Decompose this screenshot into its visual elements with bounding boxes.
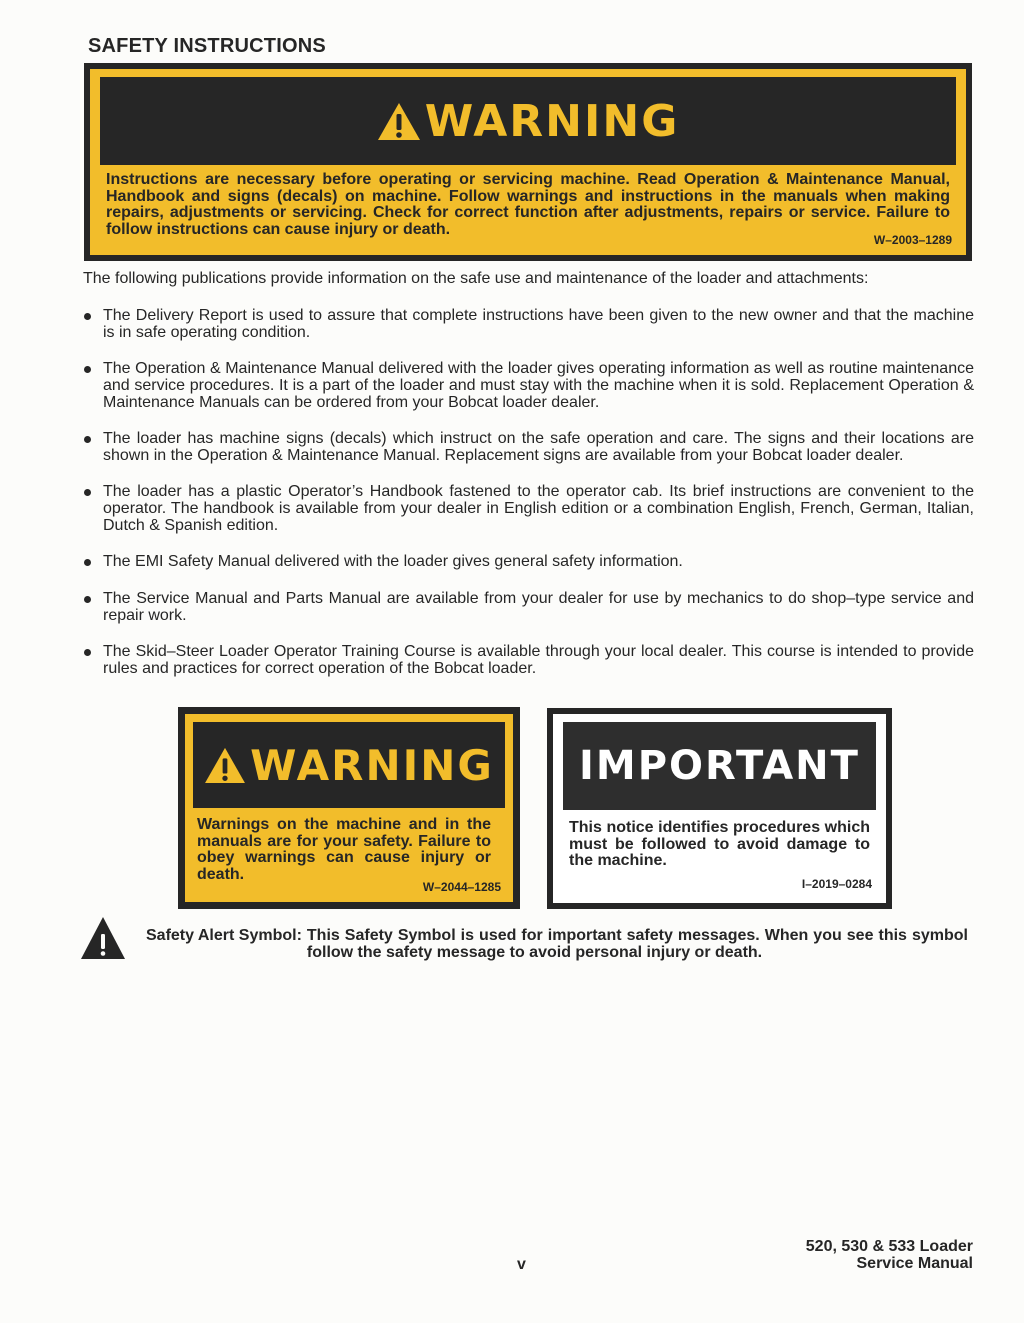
- warning-heading: WARNING: [250, 740, 494, 790]
- bullet-icon: [84, 596, 91, 603]
- warning-banner: [193, 722, 505, 808]
- intro-paragraph: The following publications provide information on the safe use and maintenance of the loader and attachments:: [83, 270, 869, 287]
- alert-triangle-icon: [204, 746, 246, 784]
- decal-code: W–2044–1285: [422, 880, 501, 894]
- list-item: [83, 430, 974, 464]
- list-item-text: The EMI Safety Manual delivered with the loader gives general safety information.: [103, 553, 683, 570]
- list-item-text: The Skid–Steer Loader Operator Training Course is available through your local dealer. This course is intended to provide rules and practices for correct operation of the Bobcat loader.: [103, 643, 974, 677]
- safety-alert-text: This Safety Symbol is used for important safety messages. When you see this symbol follow the safety message to avoid personal injury or death.: [306, 928, 968, 961]
- list-item: [83, 483, 974, 534]
- manual-title-line2: Service Manual: [856, 1254, 973, 1272]
- safety-alert-note: [146, 928, 968, 961]
- important-banner: [563, 722, 876, 810]
- warning-decal-small: [178, 707, 520, 909]
- list-item-text: The loader has a plastic Operator’s Handbook fastened to the operator cab. Its brief instructions are convenient to the operator. The handbook is available from your dealer in English edition or a combination English, French, German, Italian, Dutch & Spanish edition.: [103, 483, 974, 534]
- bullet-icon: [84, 366, 91, 373]
- important-decal: [547, 708, 892, 909]
- list-item: [83, 590, 974, 624]
- decal-code: W–2003–1289: [873, 233, 952, 247]
- warning-banner: [100, 77, 956, 165]
- manual-title-line1: 520, 530 & 533 Loader: [805, 1238, 973, 1255]
- page-number: v: [517, 1256, 526, 1273]
- list-item: [83, 360, 974, 411]
- warning-decal-panel: [185, 714, 513, 902]
- bullet-icon: [84, 489, 91, 496]
- list-item: [83, 553, 974, 570]
- safety-alert-label: Safety Alert Symbol:: [146, 927, 302, 944]
- alert-triangle-icon: [377, 101, 421, 141]
- bullet-icon: [84, 649, 91, 656]
- list-item-text: The Service Manual and Parts Manual are available from your dealer for use by mechanics to do shop–type service and repair work.: [103, 590, 974, 624]
- list-item-text: The loader has machine signs (decals) which instruct on the safe operation and care. The signs and their locations are shown in the Operation & Maintenance Manual. Replacement signs are available from your Bobcat loader dealer.: [103, 430, 974, 464]
- warning-decal-main: [84, 63, 972, 261]
- manual-title: [806, 1239, 973, 1272]
- list-item-text: The Operation & Maintenance Manual delivered with the loader gives operating information as well as routine maintenance and service procedures. It is a part of the loader and must stay with the machine when it is sold. Replacement Operation & Maintenance Manuals can be ordered from your Bobcat loader dealer.: [103, 360, 974, 411]
- list-item: [83, 643, 974, 677]
- page-title: SAFETY INSTRUCTIONS: [88, 35, 326, 57]
- safety-alert-triangle-icon: [80, 916, 126, 960]
- important-heading: IMPORTANT: [579, 743, 860, 789]
- bullet-icon: [84, 313, 91, 320]
- warning-message: Warnings on the machine and in the manuals are for your safety. Failure to obey warnings can cause injury or death.: [197, 816, 491, 883]
- warning-decal-panel: [90, 69, 966, 255]
- decal-code: I–2019–0284: [801, 877, 872, 891]
- important-decal-panel: [553, 714, 886, 903]
- warning-heading: WARNING: [424, 95, 680, 147]
- bullet-icon: [84, 559, 91, 566]
- bullet-icon: [84, 436, 91, 443]
- list-item: [83, 307, 974, 341]
- list-item-text: The Delivery Report is used to assure that complete instructions have been given to the new owner and that the machine is in safe operating condition.: [103, 307, 974, 341]
- important-message: This notice identifies procedures which must be followed to avoid damage to the machine.: [569, 819, 870, 869]
- warning-message: Instructions are necessary before operating or servicing machine. Read Operation & Maintenance Manual, Handbook and signs (decals) on machine. Follow warnings and instructions in the manuals when making repairs, adjustments or servicing. Check for correct function after adjustments, repairs or service. Failure to follow instructions can cause injury or death.: [106, 171, 950, 238]
- publication-list: [83, 307, 974, 677]
